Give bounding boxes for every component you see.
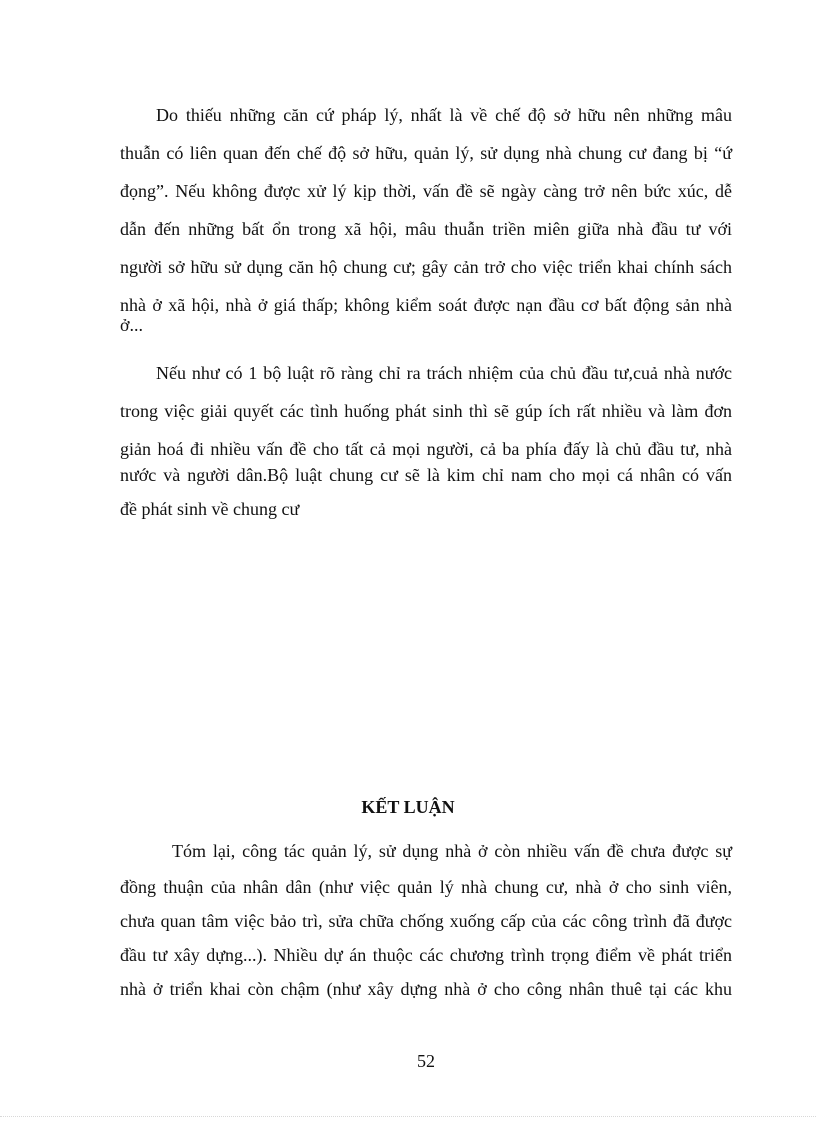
paragraph-line: Do thiếu những căn cứ pháp lý, nhất là về chế độ sở hữu nên những mâu [156,105,732,125]
paragraph-line: trong việc giải quyết các tình huống phát sinh thì sẽ gúp ích rất nhiều và làm đơn [120,401,732,421]
paragraph-line: giản hoá đi nhiều vấn đề cho tất cả mọi người, cả ba phía đấy là chủ đầu tư, nhà [120,439,732,459]
paragraph-line: chưa quan tâm việc bảo trì, sửa chữa chống xuống cấp của các công trình đã được [120,911,732,931]
paragraph-line: nước và người dân.Bộ luật chung cư sẽ là kim chỉ nam cho mọi cá nhân có vấn [120,465,732,485]
page-bottom-divider [0,1116,816,1117]
paragraph-line: thuẫn có liên quan đến chế độ sở hữu, quản lý, sử dụng nhà chung cư đang bị “ứ [120,143,732,163]
paragraph-line: ở... [120,315,144,335]
paragraph-line: nhà ở xã hội, nhà ở giá thấp; không kiểm soát được nạn đầu cơ bất động sản nhà [120,295,732,315]
paragraph-line: Tóm lại, công tác quản lý, sử dụng nhà ở còn nhiều vấn đề chưa được sự [172,841,732,861]
paragraph-line: dẫn đến những bất ổn trong xã hội, mâu thuẫn triền miên giữa nhà đầu tư với [120,219,732,239]
paragraph-line: đồng thuận của nhân dân (như việc quản lý nhà chung cư, nhà ở cho sinh viên, [120,877,732,897]
paragraph-line: đọng”. Nếu không được xử lý kịp thời, vấn đề sẽ ngày càng trở nên bức xúc, dễ [120,181,732,201]
paragraph-line: nhà ở triển khai còn chậm (như xây dựng nhà ở cho công nhân thuê tại các khu [120,979,732,999]
section-heading: KẾT LUẬN [361,797,455,817]
paragraph-line: đề phát sinh về chung cư [120,499,300,519]
paragraph-line: người sở hữu sử dụng căn hộ chung cư; gây cản trở cho việc triển khai chính sách [120,257,732,277]
paragraph-line: Nếu như có 1 bộ luật rõ ràng chỉ ra trách nhiệm của chủ đầu tư,cuả nhà nước [156,363,732,383]
paragraph-line: đầu tư xây dựng...). Nhiều dự án thuộc các chương trình trọng điểm về phát triển [120,945,732,965]
page-number: 52 [417,1051,435,1071]
